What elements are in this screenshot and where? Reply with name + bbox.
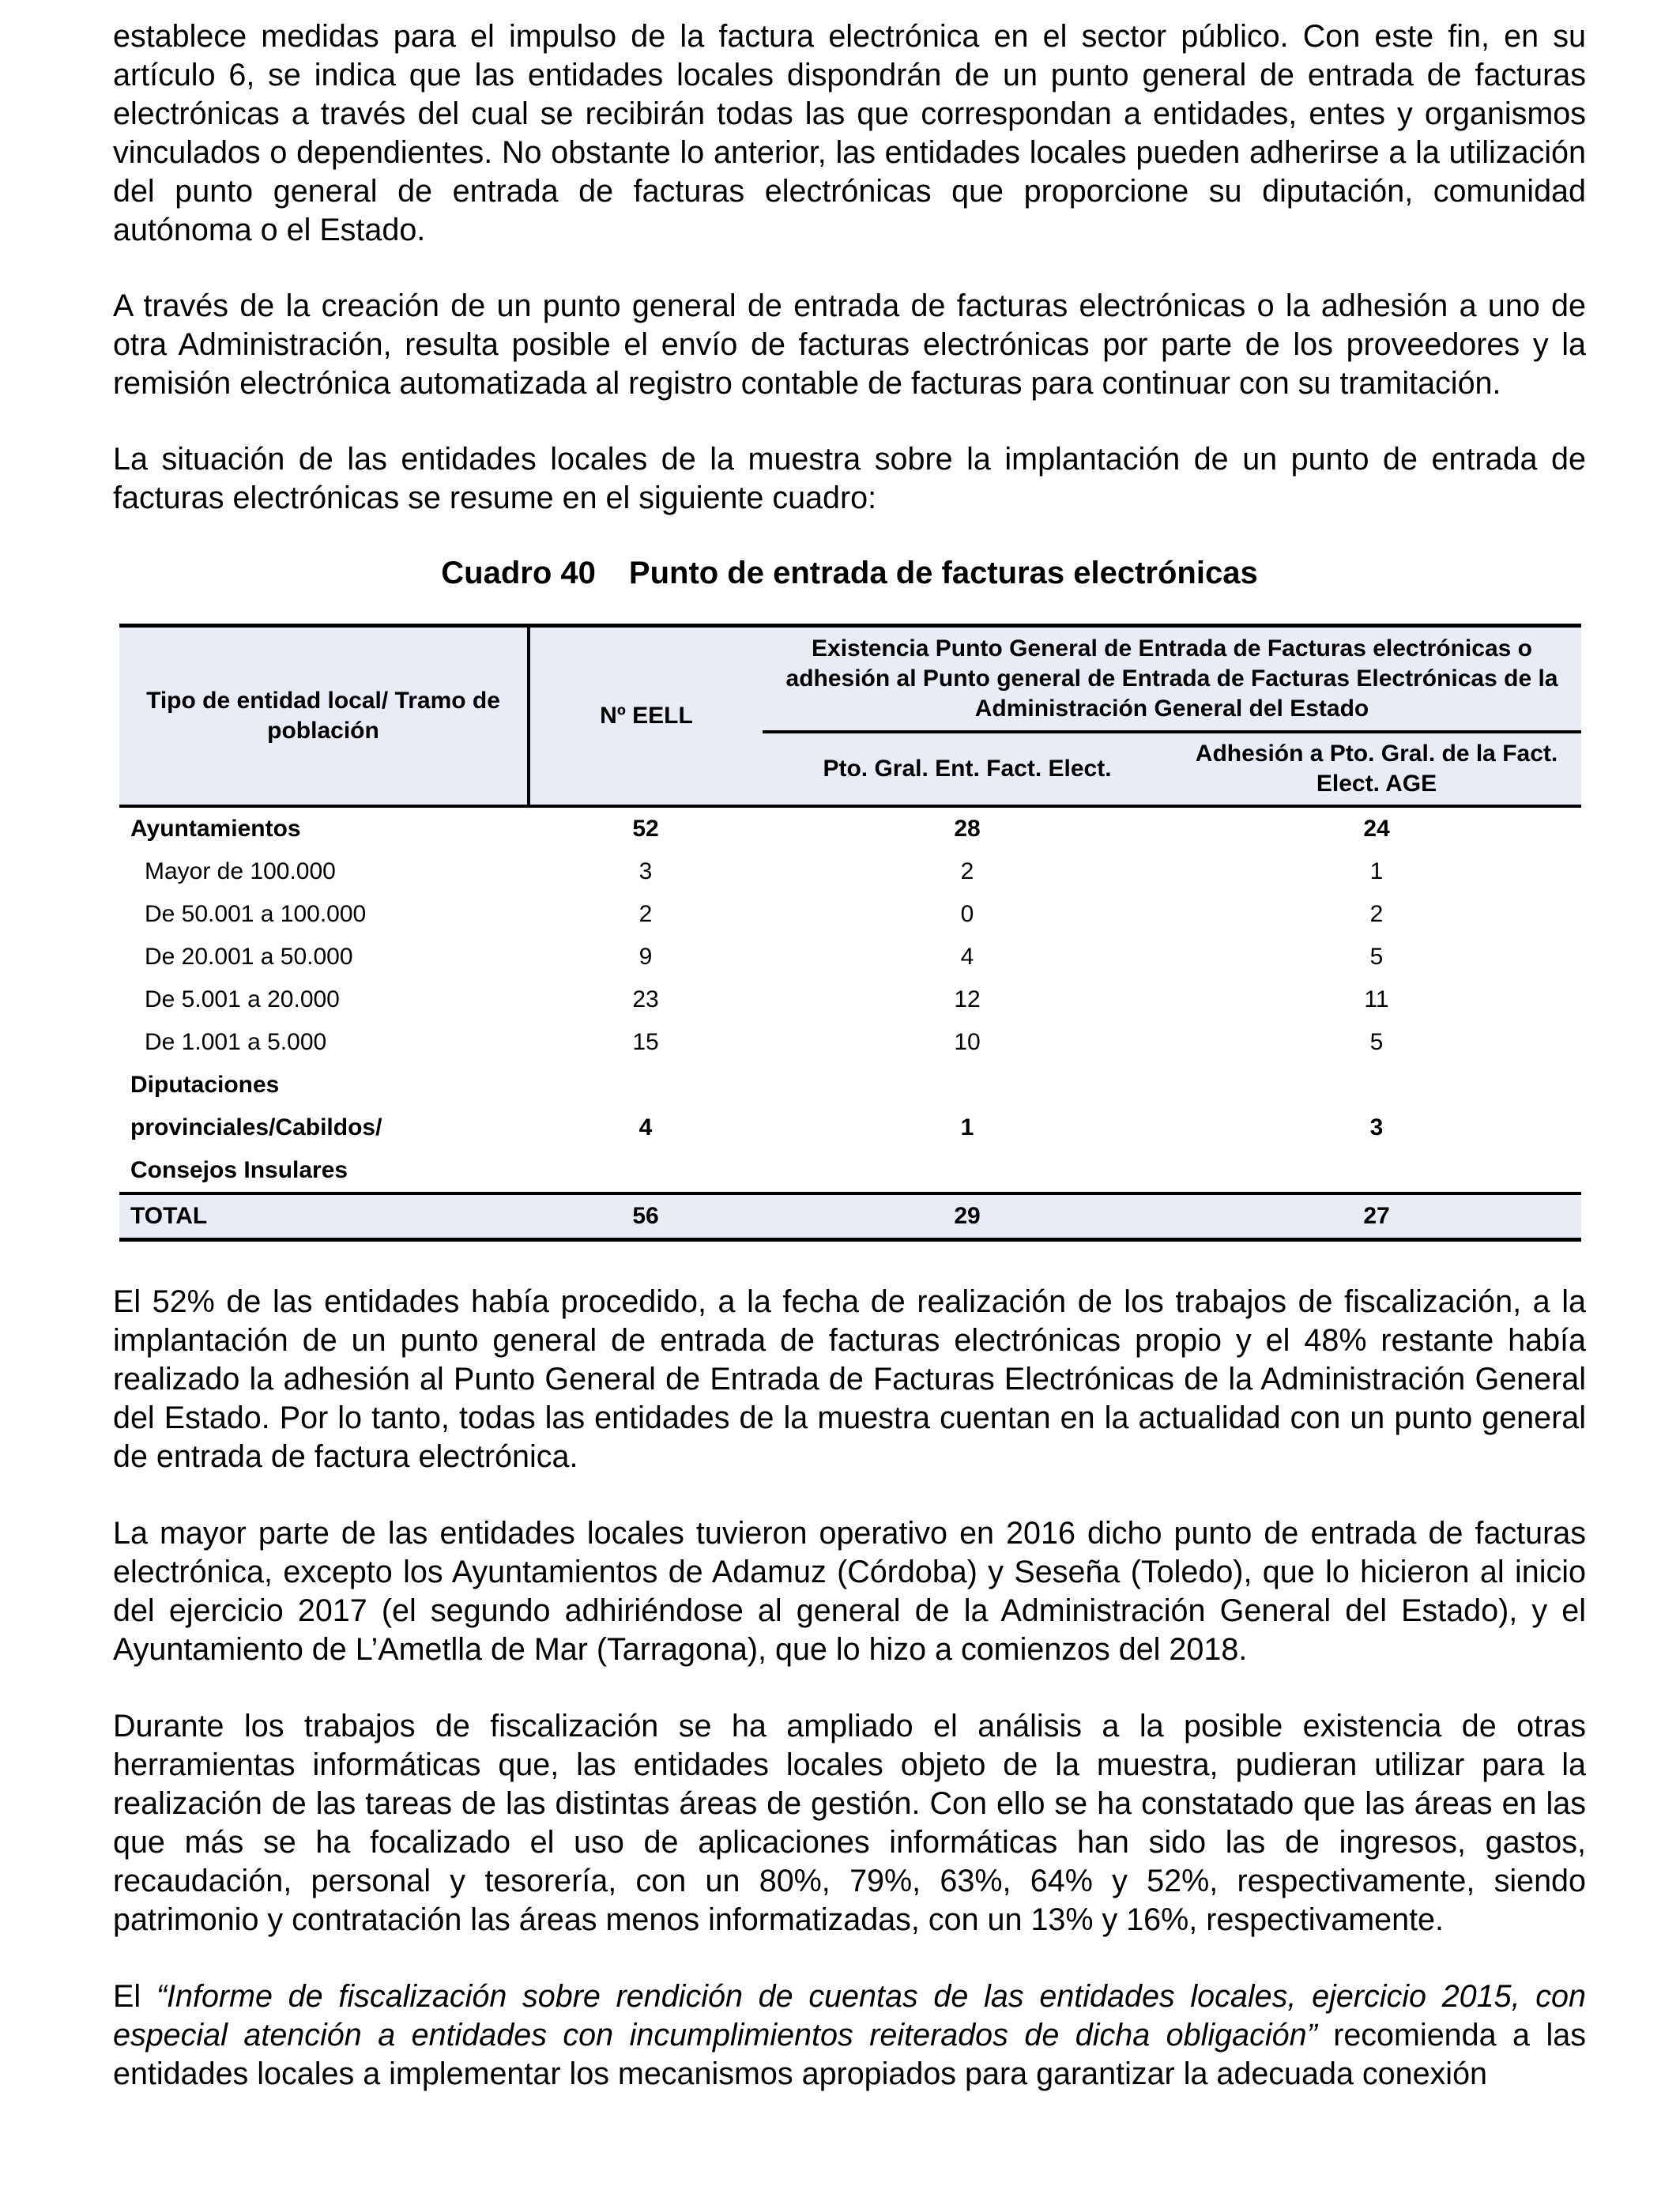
header-count: Nº EELL (529, 626, 763, 807)
table-row (119, 893, 1581, 936)
document-page (113, 17, 1586, 2094)
cell-age-adhesion: 24 (1363, 816, 1390, 842)
paragraph: El 52% de las entidades había procedido, a la fecha de realización de los trabajos de fiscalización, a la implantación de un punto general de entrada de facturas electrónicas propio y el 48% restante había realizado la adhesión al Punto General de Entrada de Facturas Electrónicas de la Administración General del Estado. Por lo tanto, todas las entidades de la muestra cuentan en la actualidad con un punto general de entrada de factura electrónica. (113, 1284, 1586, 1474)
cell-age-adhesion: 5 (1369, 1029, 1384, 1055)
cell-count: 3 (638, 858, 653, 884)
row-label: Ayuntamientos (130, 816, 301, 842)
table-row (119, 978, 1581, 1021)
paragraph (113, 1977, 1586, 2094)
row-label: De 5.001 a 20.000 (145, 986, 340, 1012)
header-entity-type: Tipo de entidad local/ Tramo de población (119, 626, 529, 807)
cell-age-adhesion: 11 (1364, 986, 1389, 1012)
cell-own-point: 4 (960, 944, 974, 970)
paragraph-text: El (113, 1979, 156, 2014)
row-label: De 50.001 a 100.000 (145, 901, 367, 927)
cell-own-point: 10 (954, 1029, 981, 1055)
paragraph-text: recomienda a las entidades locales a implementar los mecanismos apropiados para garantizar la adecuada conexión (113, 2018, 1586, 2091)
paragraph: establece medidas para el impulso de la factura electrónica en el sector público. Con este fin, en su artículo 6, se indica que las entidades locales dispondrán de un punto general de entrada de facturas electrónicas a través del cual se recibirán todas las que correspondan a entidades, entes y organismos vinculados o dependientes. No obstante lo anterior, las entidades locales pueden adherirse a la utilización del punto general de entrada de facturas electrónicas que proporcione su diputación, comunidad autónoma o el Estado. (113, 19, 1586, 247)
cell-own-point: 2 (960, 858, 974, 884)
cell-count: 4 (638, 1114, 653, 1140)
paragraph: La mayor parte de las entidades locales tuvieron operativo en 2016 dicho punto de entrada de facturas electrónica, excepto los Ayuntamientos de Adamuz (Córdoba) y Seseña (Toledo), que lo hicieron al inicio del ejercicio 2017 (el segundo adhiriéndose al general de la Administración General del Estado), y el Ayuntamiento de L’Ametlla de Mar (Tarragona), que lo hizo a comienzos del 2018. (113, 1516, 1586, 1667)
header-own-point: Pto. Gral. Ent. Fact. Elect. (763, 732, 1172, 806)
table-total-row (119, 1193, 1581, 1240)
invoice-entry-table (119, 624, 1581, 1242)
cell-own-point: 12 (954, 986, 981, 1012)
caption-title: Punto de entrada de facturas electrónicas (628, 556, 1258, 590)
cell-age-adhesion: 3 (1369, 1114, 1384, 1140)
total-age-adhesion: 27 (1172, 1193, 1581, 1240)
paragraph: Durante los trabajos de fiscalización se ha ampliado el análisis a la posible existencia de otras herramientas informáticas que, las entidades locales objeto de la muestra, pudieran utilizar para la realización de las tareas de las distintas áreas de gestión. Con ello se ha constatado que las áreas en las que más se ha focalizado el uso de aplicaciones informáticas han sido las de ingresos, gastos, recaudación, personal y tesorería, con un 80%, 79%, 63%, 64% y 52%, respectivamente, siendo patrimonio y contratación las áreas menos informatizadas, con un 13% y 16%, respectivamente. (113, 1709, 1586, 1937)
row-label: De 20.001 a 50.000 (145, 944, 353, 970)
table-row (119, 1064, 1581, 1193)
total-label: TOTAL (119, 1193, 529, 1240)
cell-count: 2 (638, 901, 653, 927)
row-label: Diputaciones provinciales/Cabildos/ Consejos Insulares (130, 1072, 382, 1183)
cell-count: 52 (632, 816, 659, 842)
header-age-adhesion: Adhesión a Pto. Gral. de la Fact. Elect. AGE (1172, 732, 1581, 806)
table-row (119, 806, 1581, 850)
paragraph: La situación de las entidades locales de la muestra sobre la implantación de un punto de entrada de facturas electrónicas se resume en el siguiente cuadro: (113, 442, 1586, 515)
cell-age-adhesion: 5 (1369, 944, 1384, 970)
report-title-quote: “Informe de fiscalización sobre rendición de cuentas de las entidades locales, ejercicio 2015, con especial atención a entidades con incumplimientos reiterados de dicha obligación” (113, 1979, 1586, 2053)
cell-age-adhesion: 1 (1369, 858, 1384, 884)
cell-age-adhesion: 2 (1369, 901, 1384, 927)
cell-own-point: 0 (960, 901, 974, 927)
cell-count: 9 (638, 944, 653, 970)
table-row (119, 850, 1581, 893)
table-row (119, 1021, 1581, 1064)
row-label: Mayor de 100.000 (145, 858, 336, 884)
table-caption (113, 554, 1586, 592)
total-own-point: 29 (763, 1193, 1172, 1240)
caption-number: Cuadro 40 (441, 556, 596, 590)
header-existence-group: Existencia Punto General de Entrada de Facturas electrónicas o adhesión al Punto general de Entrada de Facturas Electrónicas de la Administración General del Estado (763, 626, 1581, 733)
cell-count: 23 (632, 986, 659, 1012)
table-row (119, 936, 1581, 978)
cell-own-point: 28 (954, 816, 981, 842)
row-label: De 1.001 a 5.000 (145, 1029, 327, 1055)
paragraph: A través de la creación de un punto general de entrada de facturas electrónicas o la adhesión a uno de otra Administración, resulta posible el envío de facturas electrónicas por parte de los proveedores y la remisión electrónica automatizada al registro contable de facturas para continuar con su tramitación. (113, 288, 1586, 401)
cell-own-point: 1 (960, 1114, 974, 1140)
cell-count: 15 (632, 1029, 659, 1055)
total-count: 56 (529, 1193, 763, 1240)
